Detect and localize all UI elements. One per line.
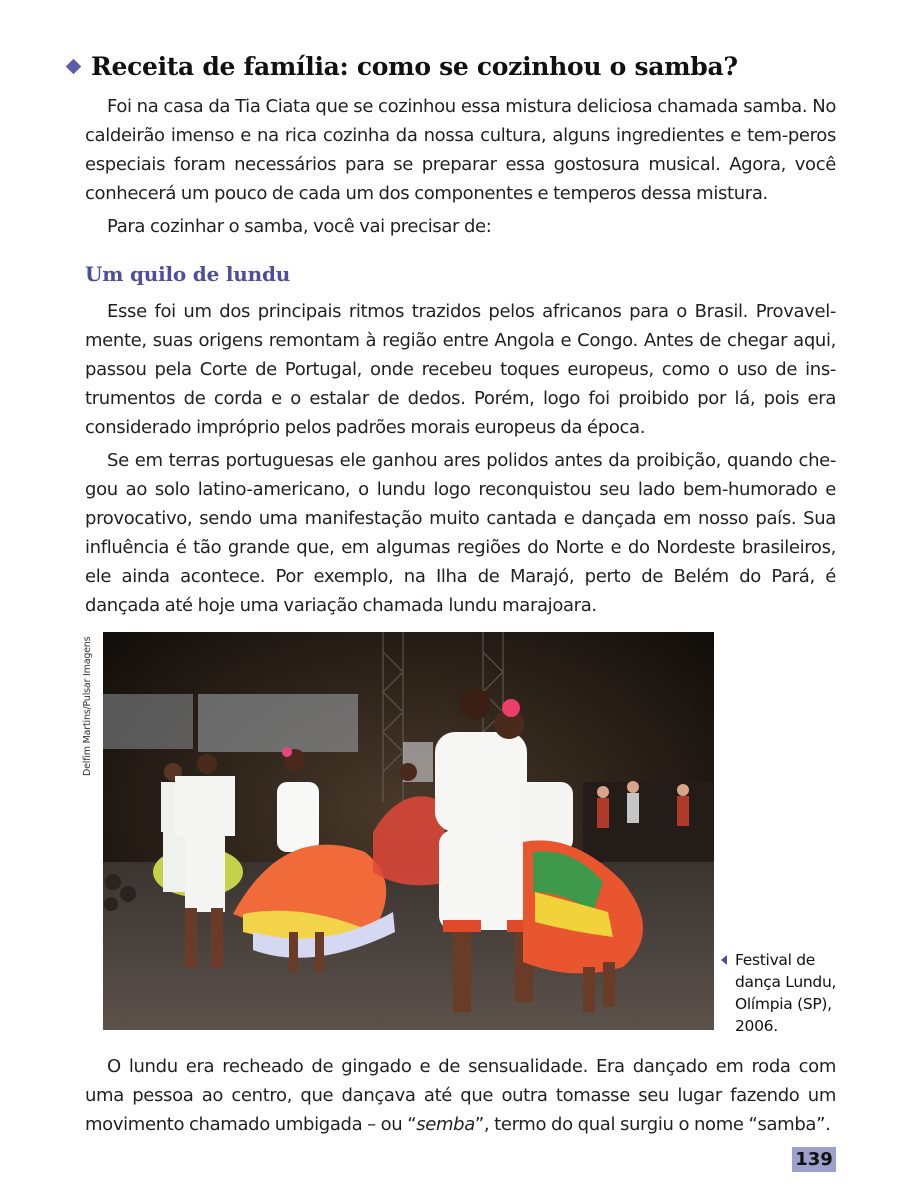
chapter-heading (64, 52, 864, 81)
ingredients-intro-text: Para cozinhar o samba, você vai precisar de: (107, 216, 492, 237)
diamond-bullet-icon (66, 59, 82, 75)
heading-text: Receita de família: como se cozinhou o samba? (91, 52, 738, 81)
ingredients-intro (85, 212, 836, 241)
lundu-paragraph-3-part1: O lundu era recheado de gingado e de sensualidade. Era dançado em roda com uma pessoa ao centro, que dançava até que outra tomasse seu lugar fazendo um movimento chamado umbigada – ou “ (85, 1056, 836, 1135)
lundu-paragraph-1-text: Esse foi um dos principais ritmos trazidos pelos africanos para o Brasil. Provavel-mente, suas origens remontam à região entre Angola e Congo. Antes de chegar aqui, passou pela Corte de Portugal, onde recebeu toques europeus, como o uso de ins-trumentos de corda e o estalar de dedos. Porém, logo foi proibido por lá, pois era considerado impróprio pelos padrões morais europeus da época. (85, 301, 836, 438)
lundu-paragraph-2-text: Se em terras portuguesas ele ganhou ares polidos antes da proibição, quando che-gou ao solo latino-americano, o lundu logo reconquistou seu lado bem-humorado e provocativo, sendo uma manifestação muito cantada e dançada em nosso país. Sua influência é tão grande que, em algumas regiões do Norte e do Nordeste brasileiros, ele ainda acontece. Por exemplo, na Ilha de Marajó, perto de Belém do Pará, é dançada até hoje uma variação chamada lundu marajoara. (85, 450, 836, 616)
intro-paragraph-text: Foi na casa da Tia Ciata que se cozinhou essa mistura deliciosa chamada samba. No caldeirão imenso e na rica cozinha da nossa cultura, alguns ingredientes e tem-peros especiais foram necessários para se preparar essa gostosura musical. Agora, você conhecerá um pouco de cada um dos componentes e temperos dessa mistura. (85, 96, 836, 204)
dance-photo-illustration (103, 632, 714, 1030)
page-number: 139 (792, 1147, 836, 1172)
caption-pointer-icon (721, 955, 727, 965)
intro-paragraph (85, 92, 836, 208)
photo-caption-text: Festival de dança Lundu, Olímpia (SP), 2006. (735, 951, 837, 1035)
lundu-paragraph-2 (85, 446, 836, 620)
lundu-paragraph-3-part2: ”, termo do qual surgiu o nome “samba”. (474, 1114, 831, 1135)
lundu-paragraph-3-italic: semba (416, 1114, 475, 1135)
lundu-paragraph-3 (85, 1052, 836, 1139)
section-subheading: Um quilo de lundu (85, 262, 291, 286)
photo-caption (735, 949, 855, 1037)
lundu-paragraph-1 (85, 297, 836, 442)
photo-credit: Delfim Martins/Pulsar Imagens (82, 636, 93, 776)
lundu-dance-photo (103, 632, 714, 1030)
